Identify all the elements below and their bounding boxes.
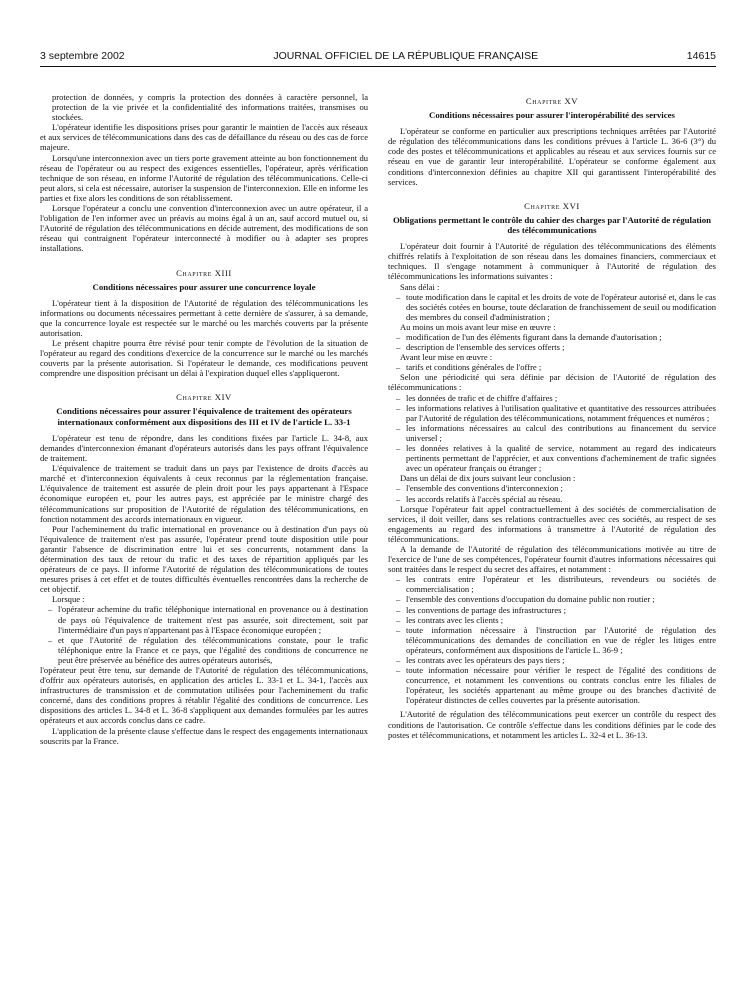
chapter-label: Chapitre XVI <box>524 200 580 211</box>
page-header <box>40 50 716 62</box>
group-heading: Selon une périodicité qui sera définie par décision de l'Autorité de régulation des télécommunications : <box>388 372 716 393</box>
paragraph: Lorsque : <box>52 594 85 605</box>
paragraph: Pour l'acheminement du trafic international en provenance ou à destination d'un pays où l'équivalence de traitement n'est pas assurée, l'opérateur prend toute disposition utile pour garantir l'absence de discrimination entre lui et ses concurrents, notamment dans la détermination des taux de retour du trafic et des taxes de répartition appliqués par les opérateurs de ce pays. Il informe l'Autorité de régulation des télécommunications de toutes mesures prises à cet effet et de toutes difficultés éventuelles rencontrées dans la recherche de cet objectif. <box>40 523 368 595</box>
group-heading: Dans un délai de dix jours suivant leur conclusion : <box>400 473 576 484</box>
paragraph: L'opérateur se conforme en particulier aux prescriptions techniques arrêtées par l'Autorité de régulation des télécommunications dans les conditions prévues à l'article L. 36-6 (3°) du code des postes et télécommunications et applicables au réseau et aux services fournis sur ce réseau en vue de garantir leur interopérabilité. L'opérateur se conforme également aux conditions d'interconnexion définies au chapitre XII qui garantissent l'interopérabilité des services. <box>388 126 716 187</box>
paragraph: Lorsque l'opérateur fait appel contractuellement à des sociétés de commercialisation de services, il doit veiller, dans ses relations contractuelles avec ces sociétés, au respect de ses engagements au regard des informations à transmettre à l'Autorité de régulation des télécommunications. <box>388 503 716 544</box>
list-item: – l'ensemble des conventions d'interconnexion ; <box>388 483 716 493</box>
header-page-number: 14615 <box>686 50 716 62</box>
list-item: – les données de trafic et de chiffre d'affaires ; <box>388 393 716 403</box>
paragraph: L'Autorité de régulation des télécommunications peut exercer un contrôle du respect des conditions de l'autorisation. Ce contrôle s'effectue dans les conditions définies par le code des postes et télécommunications, et notamment les articles L. 32-4 et L. 36-13. <box>388 709 716 740</box>
chapter-title: Conditions nécessaires pour assurer l'équivalence de traitement des opérateurs internationaux conformément aux dispositions des III et IV de l'article L. 33-1 <box>56 406 352 427</box>
paragraph: L'équivalence de traitement se traduit dans un pays par l'existence de droits d'accès au marché et d'interconnexion équivalents à ceux reconnus par la réglementation française. L'équivalence de traitement est assurée de plein droit pour les pays appartenant à l'Espace économique européen et, pour les autres pays, est appréciée par le ministre chargé des télécommunications sur proposition de l'Autorité de régulation des télécommunications, en fonction notamment des accords internationaux en vigueur. <box>40 463 368 524</box>
list-item: – tarifs et conditions générales de l'offre ; <box>388 362 716 372</box>
list-item: – description de l'ensemble des services offerts ; <box>388 342 716 352</box>
group-heading: Au moins un mois avant leur mise en œuvre : <box>400 321 556 332</box>
paragraph: Lorsqu'une interconnexion avec un tiers porte gravement atteinte au bon fonctionnement du réseau de l'opérateur ou au respect des exigences essentielles, l'opérateur, après vérification technique de son réseau, en informe l'Autorité de régulation des télécommunications. Celle-ci peut alors, si cela est nécessaire, autoriser la suspension de l'interconnexion. Elle en informe les parties et fixe alors les conditions de son rétablissement. <box>40 152 368 203</box>
paragraph: L'opérateur est tenu de répondre, dans les conditions fixées par l'article L. 34-8, aux demandes d'interconnexion émanant d'opérateurs autorisés dans les pays offrant l'équivalence de traitement. <box>40 432 368 464</box>
paragraph: L'opérateur doit fournir à l'Autorité de régulation des télécommunications des éléments chiffrés relatifs à l'exploitation de son réseau dans les domaines financiers, commerciaux et techniques. Il s'engage notamment à communiquer à l'Autorité de régulation des télécommunications les informations suivantes : <box>388 241 716 282</box>
list-item: – les informations nécessaires au calcul des contributions au financement du service universel ; <box>388 423 716 443</box>
header-rule <box>40 66 716 67</box>
paragraph: l'opérateur peut être tenu, sur demande de l'Autorité de régulation des télécommunications, d'offrir aux opérateurs autorisés, en application des articles L. 33-1 et L. 34-1, l'accès aux infrastructures de transmission et de commutation utilisées pour l'acheminement du trafic concerné, dans des conditions propres à rétablir l'égalité des conditions de concurrence. Les dispositions des articles L. 34-8 et L. 36-8 s'appliquent aux demandes formulées par les autres opérateurs et aux accords conclus dans ce cadre. <box>40 665 368 726</box>
chapter-label: Chapitre XV <box>525 96 579 106</box>
list-item: – les accords relatifs à l'accès spécial au réseau. <box>388 494 716 504</box>
list-item: – toute information nécessaire pour vérifier le respect de l'égalité des conditions de concurrence, et notamment les conventions ou contrats conclus entre les filiales de l'opérateur, les sociétés appartenant au même groupe ou des branches d'activité de l'opérateur distinctes de celles couvertes par la présente autorisation. <box>388 665 716 705</box>
list-item: – et que l'Autorité de régulation des télécommunications constate, pour le trafic téléphonique entre la France et ce pays, que l'égalité des conditions de concurrence ne peut être préservée au bénéfice des autres opérateurs autorisés, <box>40 635 368 665</box>
chapter-label: Chapitre XIII <box>176 267 232 278</box>
paragraph: Lorsque l'opérateur a conclu une convention d'interconnexion avec un autre opérateur, il a l'obligation de l'en informer avec un préavis au moins égal à un an, sauf accord mutuel ou, si l'Autorité de régulation des télécommunications en décide autrement, des modifications de son réseau qui contraignent l'opérateur interconnecté à modifier ou à adapter ses propres installations. <box>40 203 368 254</box>
text-columns <box>40 92 716 982</box>
paragraph: L'application de la présente clause s'effectue dans le respect des engagements internationaux souscrits par la France. <box>40 725 368 746</box>
list-item: – toute modification dans le capital et les droits de vote de l'opérateur autorisé et, dans le cas des sociétés cotées en bourse, toute déclaration de franchissement de seuil ou modification des membres du conseil d'administration ; <box>388 292 716 322</box>
paragraph: L'opérateur identifie les dispositions prises pour garantir le maintien de l'accès aux réseaux et aux services de télécommunications dans des cas de défaillance du réseau ou des cas de force majeure. <box>40 122 368 153</box>
right-column <box>388 92 716 982</box>
list-item: – les informations relatives à l'utilisation qualitative et quantitative des ressources attribuées par l'Autorité de régulation des télécommunications, notamment fréquences et numéros ; <box>388 403 716 423</box>
paragraph: Le présent chapitre pourra être révisé pour tenir compte de l'évolution de la situation de l'opérateur au regard des conditions d'exercice de la concurrence sur le marché ou les marchés couverts par la présente autorisation. Si l'opérateur le demande, ces modifications peuvent comprendre une disposition précisant un délai à l'expiration duquel elles s'appliqueront. <box>40 338 368 379</box>
paragraph: A la demande de l'Autorité de régulation des télécommunications motivée au titre de l'exercice de l'une de ses compétences, l'opérateur fournit d'autres informations nécessaires qui sont traitées dans le respect du secret des affaires, et notamment : <box>388 543 716 575</box>
chapter-label: Chapitre XIV <box>176 392 232 403</box>
left-column <box>40 92 368 982</box>
list-item: – les contrats entre l'opérateur et les distributeurs, revendeurs ou sociétés de commercialisation ; <box>388 574 716 594</box>
list-item: – l'opérateur achemine du trafic téléphonique international en provenance ou à destination de pays où l'équivalence de traitement n'est pas assurée, soit directement, soit par l'intermédiaire d'un pays n'appartenant pas à l'Espace économique européen ; <box>40 604 368 634</box>
chapter-title: Conditions nécessaires pour assurer l'interopérabilité des services <box>429 110 675 120</box>
chapter-title: Obligations permettant le contrôle du cahier des charges par l'Autorité de régulation des télécommunications <box>392 214 712 235</box>
list-item: – les contrats avec les opérateurs des pays tiers ; <box>388 655 716 665</box>
paragraph: L'opérateur tient à la disposition de l'Autorité de régulation des télécommunications les informations ou documents nécessaires permettant à cette dernière de s'assurer, à sa demande, que la concurrence loyale est respectée sur le marché ou les marchés couverts par la présente autorisation. <box>40 297 368 338</box>
paragraph: protection de données, y compris la protection des données à caractère personnel, la protection de la vie privée et la confidentialité des informations traitées, transmises ou stockées. <box>52 92 368 123</box>
group-heading: Avant leur mise en œuvre : <box>400 352 493 363</box>
header-date: 3 septembre 2002 <box>40 50 125 62</box>
list-item: – les données relatives à la qualité de service, notamment au regard des indicateurs pertinents permettant de l'apprécier, et aux conventions d'acheminement de trafic signées avec un opérateur français ou étranger ; <box>388 443 716 473</box>
list-item: – l'ensemble des conventions d'occupation du domaine public non routier ; <box>388 594 716 604</box>
list-item: – les conventions de partage des infrastructures ; <box>388 605 716 615</box>
group-heading: Sans délai : <box>400 281 440 292</box>
list-item: – modification de l'un des éléments figurant dans la demande d'autorisation ; <box>388 332 716 342</box>
list-item: – les contrats avec les clients ; <box>388 615 716 625</box>
chapter-title: Conditions nécessaires pour assurer une concurrence loyale <box>92 281 316 292</box>
header-journal-title: JOURNAL OFFICIEL DE LA RÉPUBLIQUE FRANÇAISE <box>273 50 539 62</box>
list-item: – toute information nécessaire à l'instruction par l'Autorité de régulation des télécommunications des demandes de conciliation en vue de régler les litiges entre opérateurs, conformément aux dispositions de l'article L. 36-9 ; <box>388 625 716 655</box>
